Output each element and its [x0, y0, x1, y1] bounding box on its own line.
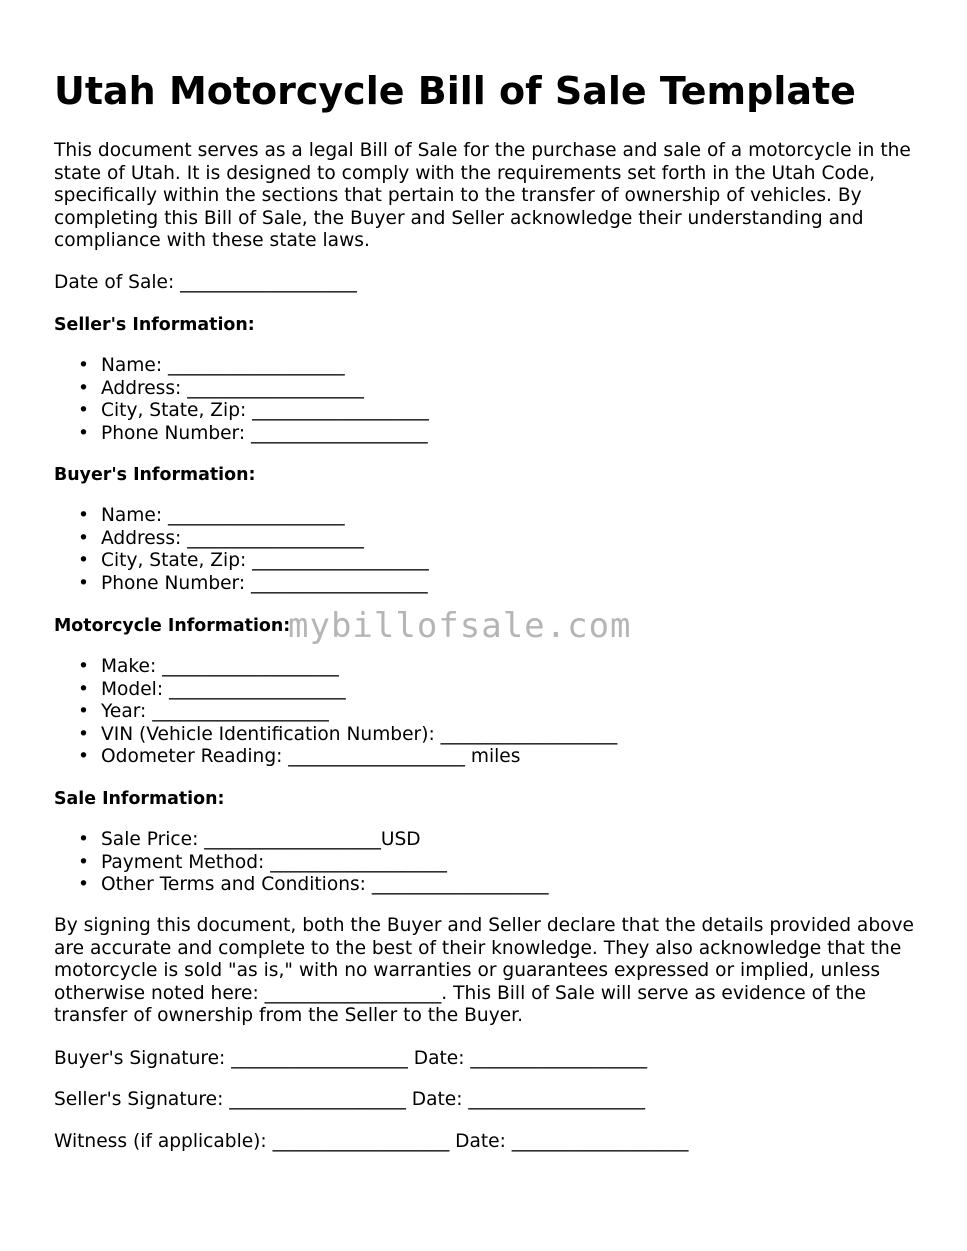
seller-phone-field: • Phone Number: ___________________: [78, 422, 428, 444]
bullet-icon: •: [78, 723, 89, 745]
buyer-phone-field: • Phone Number: ___________________: [78, 572, 428, 594]
bullet-icon: •: [78, 400, 89, 422]
bullet-icon: •: [78, 355, 89, 376]
bullet-icon: •: [78, 572, 89, 594]
intro-paragraph: This document serves as a legal Bill of Sale for the purchase and sale of a motorcycle in the state of Utah. It is designed to comply with the requirements set forth in the Utah Code, specifically within the sections that pertain to the transfer of ownership of vehicles. By completing this Bill of Sale, the Buyer and Seller acknowledge their understanding and compliance with these state laws.: [54, 140, 911, 252]
bullet-icon: •: [78, 678, 89, 700]
seller-info-heading: Seller's Information:: [54, 315, 255, 335]
vin-field: • VIN (Vehicle Identification Number): ___________________: [78, 723, 618, 745]
bullet-icon: •: [78, 829, 89, 850]
buyer-signature-line: Buyer's Signature: ___________________ Date: ___________________: [54, 1048, 648, 1069]
make-field: • Make: ___________________: [78, 656, 339, 677]
closing-paragraph: By signing this document, both the Buyer and Seller declare that the details provided above are accurate and complete to the best of their knowledge. They also acknowledge that the motorcycle is sold "as is," with no warranties or guarantees expressed or implied, unless otherwise noted here: ___________________. This Bill of Sale will serve as evidence of the transfer of ownership from the Seller to the Buyer.: [54, 915, 914, 1027]
witness-signature-line: Witness (if applicable): ___________________ Date: ___________________: [54, 1131, 689, 1152]
bullet-icon: •: [78, 746, 89, 768]
seller-signature-line: Seller's Signature: ___________________ Date: ___________________: [54, 1089, 646, 1110]
seller-name-field: • Name: ___________________: [78, 355, 345, 376]
document-title: Utah Motorcycle Bill of Sale Template: [54, 69, 856, 113]
payment-method-field: • Payment Method: ___________________: [78, 851, 447, 873]
seller-address-field: • Address: ___________________: [78, 377, 364, 399]
seller-city-state-zip-field: • City, State, Zip: ___________________: [78, 400, 429, 422]
bullet-icon: •: [78, 505, 89, 526]
other-terms-field: • Other Terms and Conditions: ___________________: [78, 874, 549, 896]
buyer-address-field: • Address: ___________________: [78, 527, 364, 549]
date-of-sale-field: Date of Sale: ___________________: [54, 272, 357, 293]
buyer-info-list: [54, 505, 429, 595]
model-field: • Model: ___________________: [78, 678, 346, 700]
bullet-icon: •: [78, 550, 89, 572]
year-field: • Year: ___________________: [78, 701, 329, 723]
bullet-icon: •: [78, 656, 89, 677]
buyer-info-heading: Buyer's Information:: [54, 465, 256, 485]
bullet-icon: •: [78, 527, 89, 549]
odometer-field: • Odometer Reading: ___________________ miles: [78, 746, 521, 768]
sale-info-list: [54, 829, 549, 897]
motorcycle-info-heading: Motorcycle Information:: [54, 616, 291, 636]
sale-price-field: • Sale Price: ___________________USD: [78, 829, 421, 850]
watermark: mybillofsale.com: [288, 606, 632, 646]
buyer-city-state-zip-field: • City, State, Zip: ___________________: [78, 550, 429, 572]
bullet-icon: •: [78, 851, 89, 873]
bullet-icon: •: [78, 422, 89, 444]
bullet-icon: •: [78, 377, 89, 399]
bullet-icon: •: [78, 874, 89, 896]
motorcycle-info-list: [54, 656, 617, 769]
sale-info-heading: Sale Information:: [54, 789, 225, 809]
seller-info-list: [54, 355, 429, 445]
bullet-icon: •: [78, 701, 89, 723]
buyer-name-field: • Name: ___________________: [78, 505, 345, 526]
